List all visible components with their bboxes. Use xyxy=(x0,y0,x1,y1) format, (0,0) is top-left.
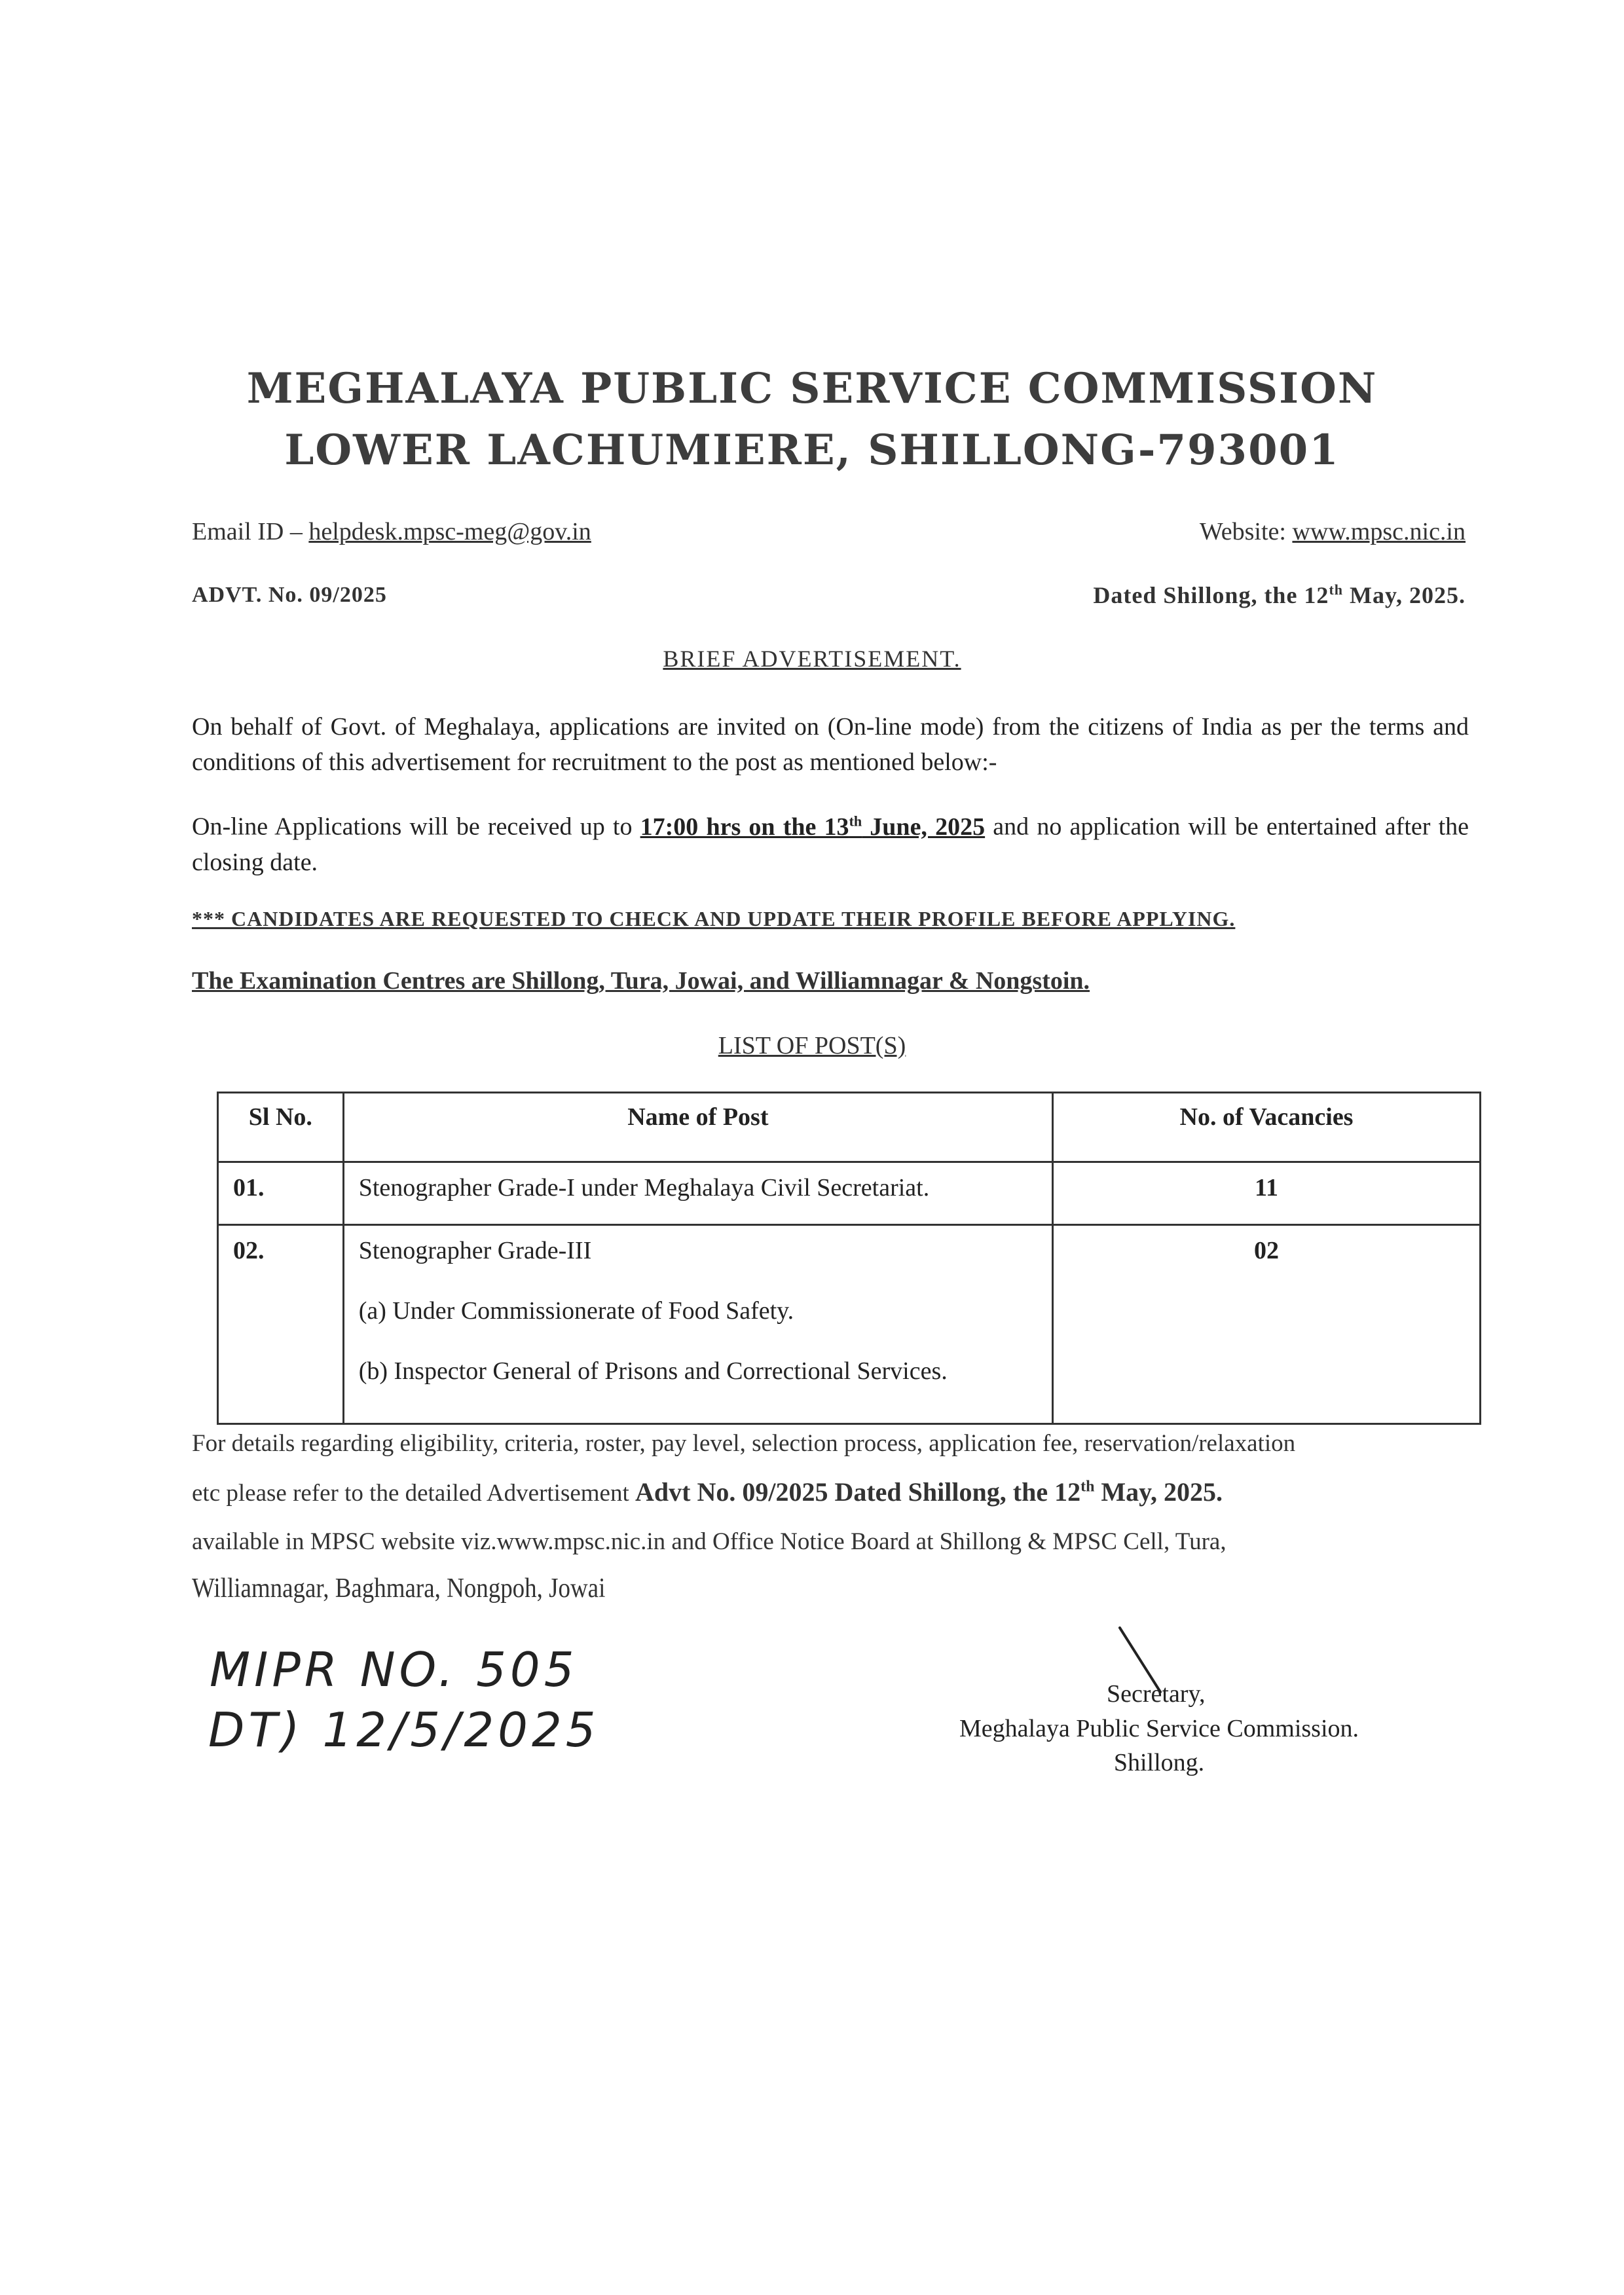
row-vacancies: 11 xyxy=(1053,1162,1481,1225)
email-link[interactable]: helpdesk.mpsc-meg@gov.in xyxy=(308,518,591,545)
organisation-address: LOWER LACHUMIERE, SHILLONG-793001 xyxy=(284,426,1340,475)
examination-centres: The Examination Centres are Shillong, Tura, Jowai, and Williamnagar & Nongstoin. xyxy=(192,967,1090,995)
row-vacancies: 02 xyxy=(1053,1225,1481,1424)
closing-deadline: 17:00 hrs on the 13th June, 2025 xyxy=(640,813,986,841)
handwritten-mipr-number: MIPR NO. 505 xyxy=(210,1642,578,1697)
signatory-place: Shillong. xyxy=(1113,1749,1205,1776)
row-sub-post: (a) Under Commissionerate of Food Safety. xyxy=(358,1297,794,1325)
advertisement-number: ADVT. No. 09/2025 xyxy=(192,583,387,607)
advertisement-date: Dated Shillong, the 12th May, 2025. xyxy=(1093,581,1466,608)
details-line-2: etc please refer to the detailed Advertisement Advt No. 09/2025 Dated Shillong, the 12th May, 2025. xyxy=(192,1477,1223,1507)
email-line xyxy=(192,517,591,546)
email-label: Email ID – xyxy=(192,518,309,545)
profile-update-notice: *** CANDIDATES ARE REQUESTED TO CHECK AND UPDATE THEIR PROFILE BEFORE APPLYING. xyxy=(192,907,1236,930)
row-sl-no: 02. xyxy=(218,1225,344,1424)
row-post-name: Stenographer Grade-I under Meghalaya Civil Secretariat. xyxy=(343,1162,1052,1225)
brief-advertisement-heading: BRIEF ADVERTISEMENT. xyxy=(663,646,961,672)
intro-paragraph: On behalf of Govt. of Meghalaya, applications are invited on (On-line mode) from the citizens of India as per the terms and conditions of this advertisement for recruitment to the post as mentioned below:- xyxy=(192,713,1469,776)
table-row xyxy=(218,1225,1481,1424)
row-sl-no: 01. xyxy=(218,1162,344,1225)
table-header-row xyxy=(218,1093,1481,1162)
list-of-posts-heading: LIST OF POST(S) xyxy=(718,1032,906,1059)
column-header-sl-no: Sl No. xyxy=(218,1093,344,1162)
details-line-3: available in MPSC website viz.www.mpsc.nic.in and Office Notice Board at Shillong & MPSC Cell, Tura, xyxy=(192,1528,1227,1555)
website-line xyxy=(1200,517,1466,546)
column-header-vacancies: No. of Vacancies xyxy=(1053,1093,1481,1162)
table-row xyxy=(218,1162,1481,1225)
website-label: Website: xyxy=(1199,518,1293,545)
website-link[interactable]: www.mpsc.nic.in xyxy=(1292,518,1466,545)
signatory-organisation: Meghalaya Public Service Commission. xyxy=(959,1715,1359,1742)
organisation-name: MEGHALAYA PUBLIC SERVICE COMMISSION xyxy=(246,364,1378,413)
row-post-name: Stenographer Grade-III xyxy=(358,1237,592,1264)
row-post-details xyxy=(343,1225,1052,1424)
deadline-paragraph: On-line Applications will be received up to 17:00 hrs on the 13th June, 2025 and no application will be entertained after the closing date. xyxy=(192,813,1469,876)
details-line-4: Williamnagar, Baghmara, Nongpoh, Jowai xyxy=(192,1573,606,1604)
signatory-title: Secretary, xyxy=(1107,1680,1206,1708)
posts-table xyxy=(217,1092,1481,1425)
details-line-1: For details regarding eligibility, criteria, roster, pay level, selection process, application fee, reservation/relaxation xyxy=(192,1430,1296,1457)
handwritten-date: DT) 12/5/2025 xyxy=(208,1702,600,1757)
row-sub-post: (b) Inspector General of Prisons and Correctional Services. xyxy=(358,1357,948,1385)
column-header-post-name: Name of Post xyxy=(343,1093,1052,1162)
